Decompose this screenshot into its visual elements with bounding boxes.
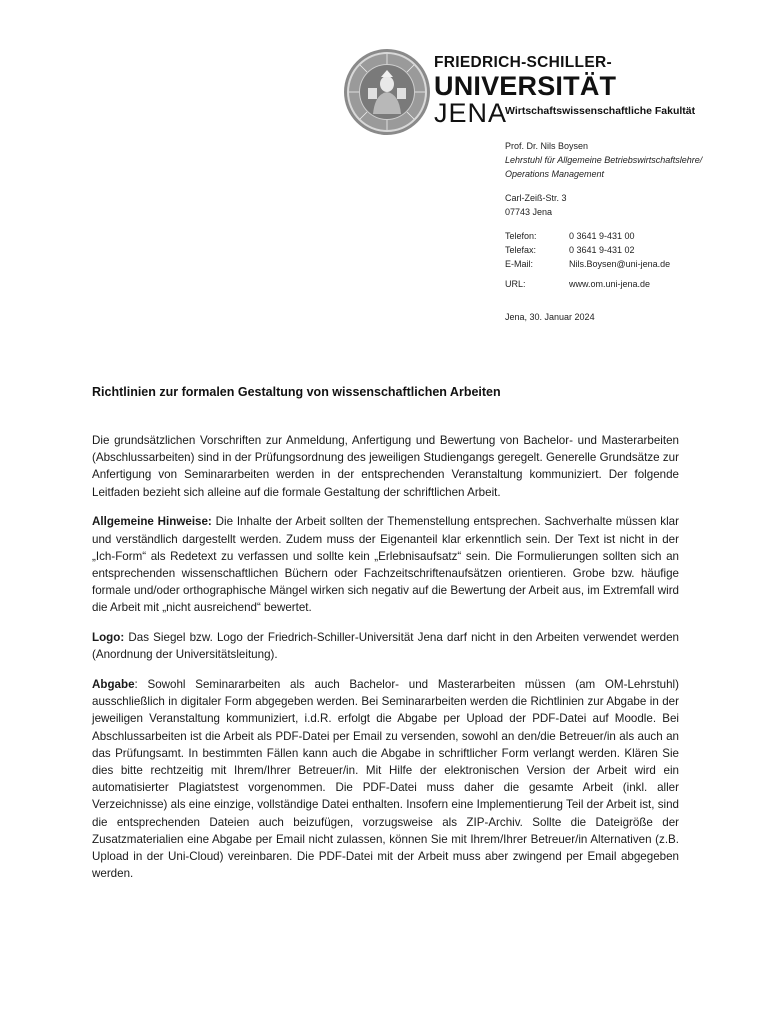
sender-city: 07743 Jena — [505, 207, 553, 217]
contact-value: 0 3641 9-431 02 — [569, 245, 635, 255]
university-name-line1: FRIEDRICH-SCHILLER- — [434, 54, 612, 71]
university-seal-icon — [343, 48, 431, 136]
section-text: Die Inhalte der Arbeit sollten der Themenstellung entsprechen. Sachverhalte müssen klar und verständlich dargestellt werden. Zudem muss der Eigenanteil klar erkenntlich sein. Der Text ist nicht in der „Ich-Form“ als Redetext zu verfassen und sollte kein „Erlebnisaufsatz“ sein. Die Formulierungen sollten sich an entsprechenden wissenschaftlichen Büchern oder Fachzeitschriftenaufsätzen orientieren. Grobe bzw. häufige formale und/oder orthographische Mängel wirken sich negativ auf die Bewertung der Arbeit aus, im Extremfall wird die Arbeit mit „nicht ausreichend“ bewertet. — [92, 515, 679, 615]
sender-chair-line1: Lehrstuhl für Allgemeine Betriebswirtschaftslehre/ — [505, 155, 703, 165]
contact-value: Nils.Boysen@uni-jena.de — [569, 259, 671, 269]
letter-date: Jena, 30. Januar 2024 — [505, 312, 595, 322]
university-name-line2: UNIVERSITÄT — [434, 70, 617, 101]
document-title: Richtlinien zur formalen Gestaltung von wissenschaftlichen Arbeiten — [92, 385, 501, 399]
section-heading: Allgemeine Hinweise: — [92, 515, 212, 529]
contact-row-phone — [505, 229, 745, 243]
section-paragraph — [92, 629, 679, 663]
document-body — [92, 432, 679, 895]
contact-row-url — [505, 277, 745, 291]
contact-row-fax — [505, 243, 745, 257]
sender-chair-line2: Operations Management — [505, 169, 605, 179]
contact-label: Telefax: — [505, 245, 537, 255]
contact-row-email — [505, 257, 745, 271]
sender-street: Carl-Zeiß-Str. 3 — [505, 193, 567, 203]
sender-name: Prof. Dr. Nils Boysen — [505, 141, 589, 151]
contact-value: www.om.uni-jena.de — [569, 279, 651, 289]
section-paragraph — [92, 676, 679, 882]
university-name-line3: JENA — [434, 97, 508, 128]
contact-label: E-Mail: — [505, 259, 534, 269]
sender-block — [505, 139, 745, 291]
section-text: Das Siegel bzw. Logo der Friedrich-Schiller-Universität Jena darf nicht in den Arbeiten verwendet werden (Anordnung der Universitätsleitung). — [92, 631, 679, 662]
section-heading: Abgabe — [92, 677, 135, 691]
faculty-name: Wirtschaftswissenschaftliche Fakultät — [505, 105, 696, 117]
intro-paragraph: Die grundsätzlichen Vorschriften zur Anmeldung, Anfertigung und Bewertung von Bachelor- und Masterarbeiten (Abschlussarbeiten) sind in der Prüfungsordnung des jeweiligen Studiengangs geregelt. Generelle Grundsätze zur Anfertigung von Seminararbeiten werden in der entsprechenden Veranstaltung kommuniziert. Der folgende Leitfaden bezieht sich alleine auf die formale Gestaltung der schriftlichen Arbeit. — [92, 434, 679, 499]
section-text: : Sowohl Seminararbeiten als auch Bachelor- und Masterarbeiten müssen (am OM-Lehrstuhl) ausschließlich in digitaler Form abgegeben werden. Bei Seminararbeiten werden die Richtlinien zur Abgabe in der jeweiligen Veranstaltung kommuniziert, i.d.R. erfolgt die Abgabe per Upload der PDF-Datei auf Moodle. Bei Abschlussarbeiten ist die Arbeit als PDF-Datei per Email zu versenden, sowohl an den/die Betreuer/in als auch an das Prüfungsamt. In bestimmten Fällen kann auch die Abgabe in schriftlicher Form verlangt werden. Klären Sie dies bitte rechtzeitig mit Ihrem/Ihrer Betreuer/in. Mit Hilfe der elektronischen Version der Arbeit wird ein automatisierter Plagiatstest vorgenommen. Die PDF-Datei muss daher die gesamte Arbeit (inkl. aller Verzeichnisse) als eine einzige, vollständige Datei enthalten. Insofern eine Implementierung Teil der Arbeit ist, sind die entsprechenden Dateien auch beizufügen, vorzugsweise als ZIP-Archiv. Sollte die Dateigröße der Zusatzmaterialien eine Abgabe per Email nicht zulassen, können Sie mit Ihrem/Ihrer Betreuer/in Alternativen (z.B. Upload in der Uni-Cloud) vereinbaren. Die PDF-Datei mit der Arbeit muss aber zwingend per Email abgegeben werden. — [92, 677, 679, 881]
contact-value: 0 3641 9-431 00 — [569, 231, 635, 241]
contact-label: Telefon: — [505, 231, 537, 241]
section-heading: Logo: — [92, 631, 125, 645]
section-paragraph — [92, 513, 679, 616]
contact-label: URL: — [505, 279, 526, 289]
